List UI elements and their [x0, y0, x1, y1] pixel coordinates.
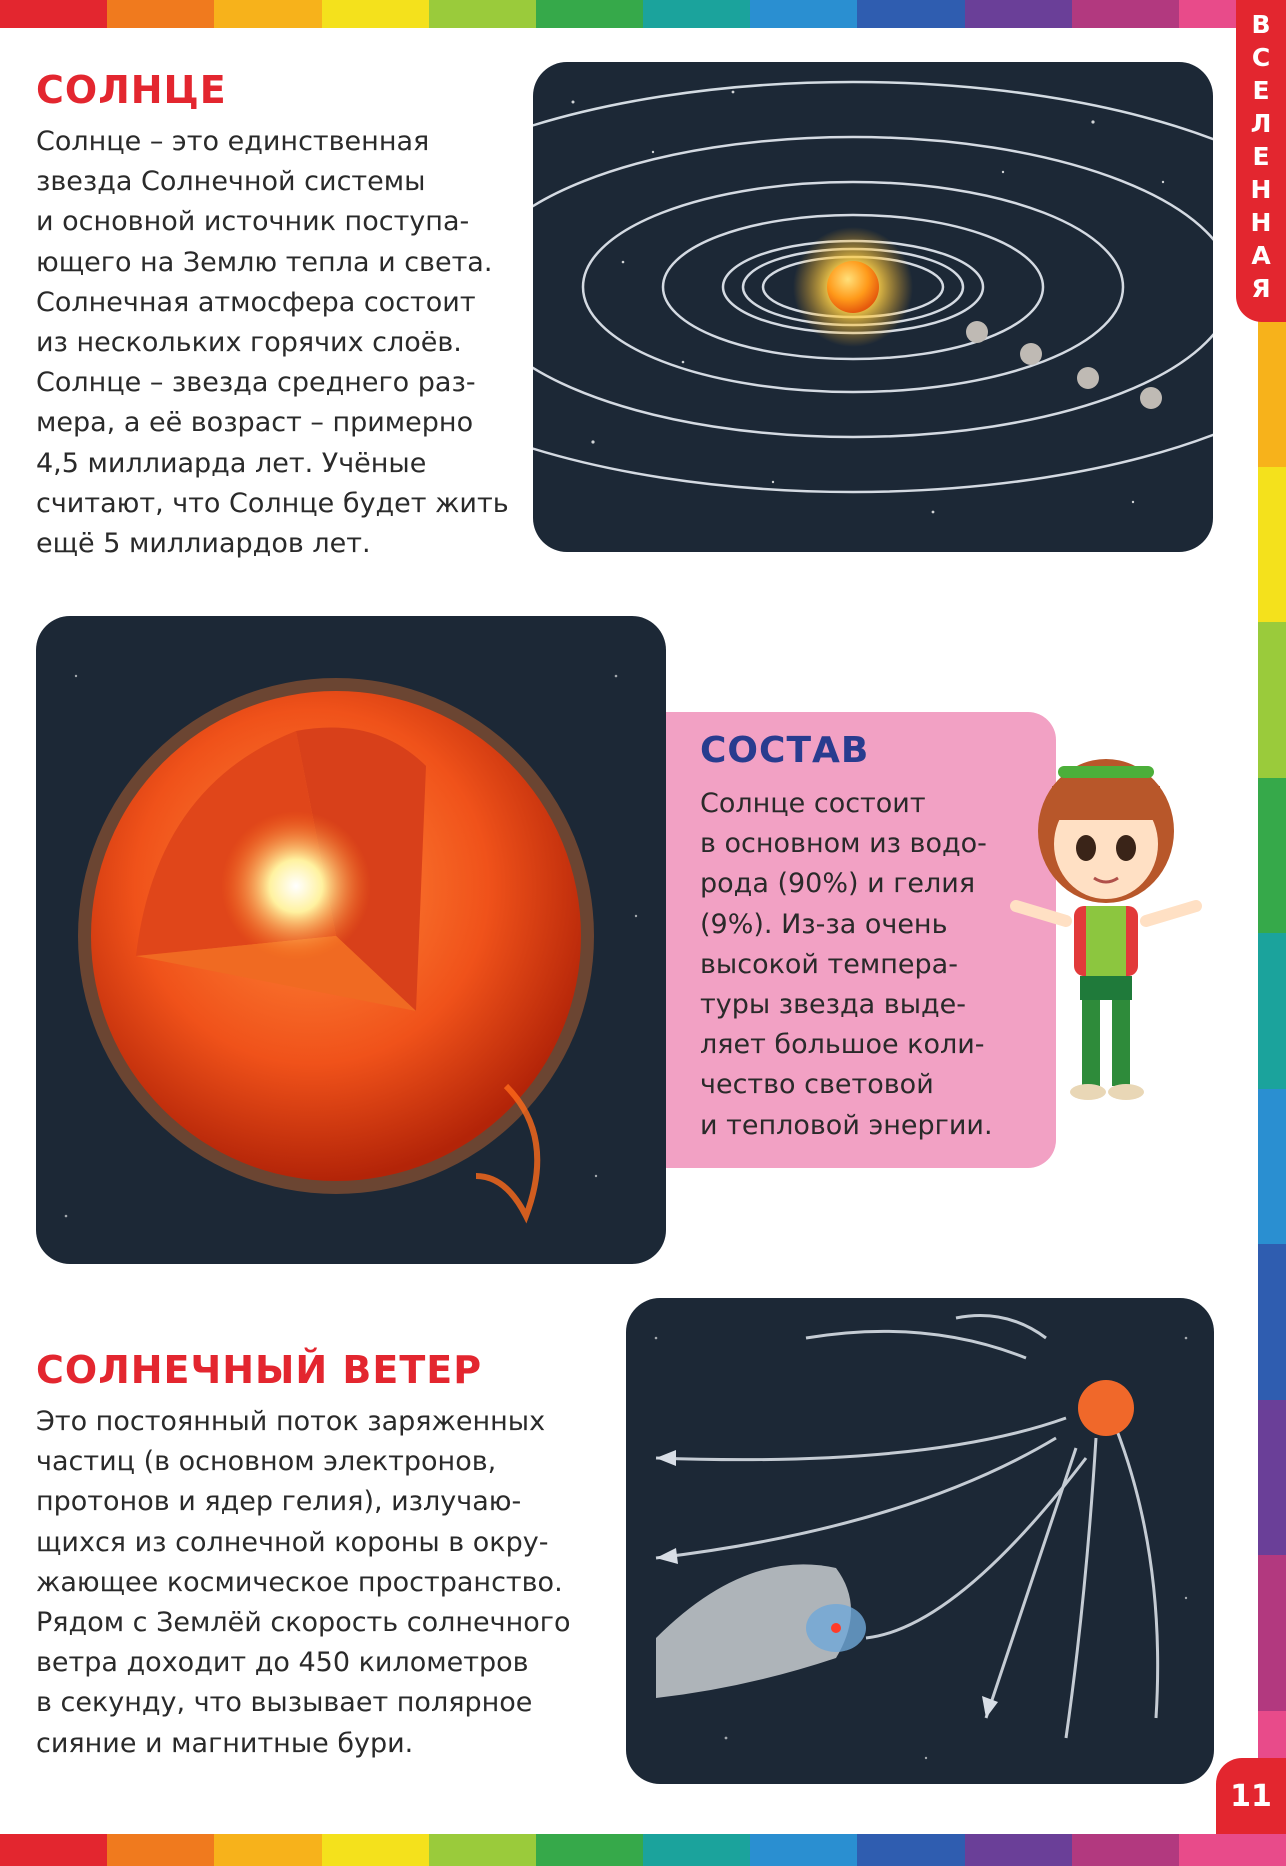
chapter-tab-letter: Е	[1252, 142, 1270, 171]
chapter-tab-letter: В	[1251, 10, 1271, 39]
section-title-solar-wind: СОЛНЕЧНЫЙ ВЕТЕР	[36, 1348, 483, 1392]
stripe-segment	[857, 1834, 964, 1866]
stripe-segment	[1258, 467, 1286, 623]
sun-paragraph: Солнце – это единственная звезда Солнечной системы и основной источник поступа- ющего на Землю тепла и света. Солнечная атмосфера состоит из нескольких горячих слоёв. Солнце – звезда среднего раз- мера, а её возраст – примерно 4,5 миллиарда лет. Учёные считают, что Солнце будет жить ещё 5 миллиардов лет.	[36, 126, 509, 560]
solar-wind-image	[626, 1298, 1214, 1784]
stripe-segment	[965, 0, 1072, 28]
stripe-segment	[1179, 1834, 1286, 1866]
stripe-segment	[214, 1834, 321, 1866]
section-title-sun: СОЛНЦЕ	[36, 68, 227, 112]
stripe-segment	[1258, 1244, 1286, 1400]
stripe-segment	[429, 1834, 536, 1866]
page-number: 11	[1216, 1758, 1286, 1834]
stripe-segment	[107, 0, 214, 28]
solar-system-image	[533, 62, 1213, 552]
stripe-segment	[965, 1834, 1072, 1866]
stripe-segment	[1258, 778, 1286, 934]
stripe-segment	[1258, 933, 1286, 1089]
chapter-tab-letter: Н	[1250, 208, 1272, 237]
stripe-segment	[322, 1834, 429, 1866]
stripe-segment	[750, 1834, 857, 1866]
stripe-segment	[322, 0, 429, 28]
stripe-segment	[0, 0, 107, 28]
chapter-tab-letter: С	[1251, 43, 1271, 72]
section-title-composition: СОСТАВ	[700, 730, 870, 771]
sun-cross-section-image	[36, 616, 666, 1264]
stripe-segment	[1072, 1834, 1179, 1866]
stripe-segment	[429, 0, 536, 28]
composition-paragraph: Солнце состоит в основном из водо- рода (90%) и гелия (9%). Из-за очень высокой темпера- туры звезда выде- ляет большое коли- чество световой и тепловой энергии.	[700, 788, 993, 1141]
stripe-segment	[750, 0, 857, 28]
stripe-segment	[643, 1834, 750, 1866]
stripe-segment	[0, 1834, 107, 1866]
stripe-segment	[1258, 1089, 1286, 1245]
rainbow-strip-bottom	[0, 1834, 1286, 1866]
chapter-tab-letter: А	[1251, 241, 1271, 270]
chapter-tab-letter: Я	[1251, 274, 1271, 303]
stripe-segment	[536, 1834, 643, 1866]
chapter-tab-letter: Л	[1250, 109, 1272, 138]
chapter-tab-letter: Е	[1252, 76, 1270, 105]
stripe-segment	[643, 0, 750, 28]
stripe-segment	[1258, 1555, 1286, 1711]
stripe-segment	[214, 0, 321, 28]
stripe-segment	[536, 0, 643, 28]
rainbow-strip-top	[0, 0, 1286, 28]
stripe-segment	[1258, 1400, 1286, 1556]
girl-character-illustration	[996, 756, 1216, 1116]
solar-wind-paragraph: Это постоянный поток заряженных частиц (в основном электронов, протонов и ядер гелия), излучаю- щихся из солнечной короны в окру- жающее космическое пространство. Рядом с Землёй скорость солнечного ветра доходит до 450 километров в секунду, что вызывает полярное сияние и магнитные бури.	[36, 1406, 571, 1759]
chapter-tab	[1236, 0, 1286, 322]
chapter-tab-letter: Н	[1250, 175, 1272, 204]
stripe-segment	[1072, 0, 1179, 28]
stripe-segment	[107, 1834, 214, 1866]
stripe-segment	[1258, 622, 1286, 778]
stripe-segment	[857, 0, 964, 28]
stripe-segment	[1258, 311, 1286, 467]
